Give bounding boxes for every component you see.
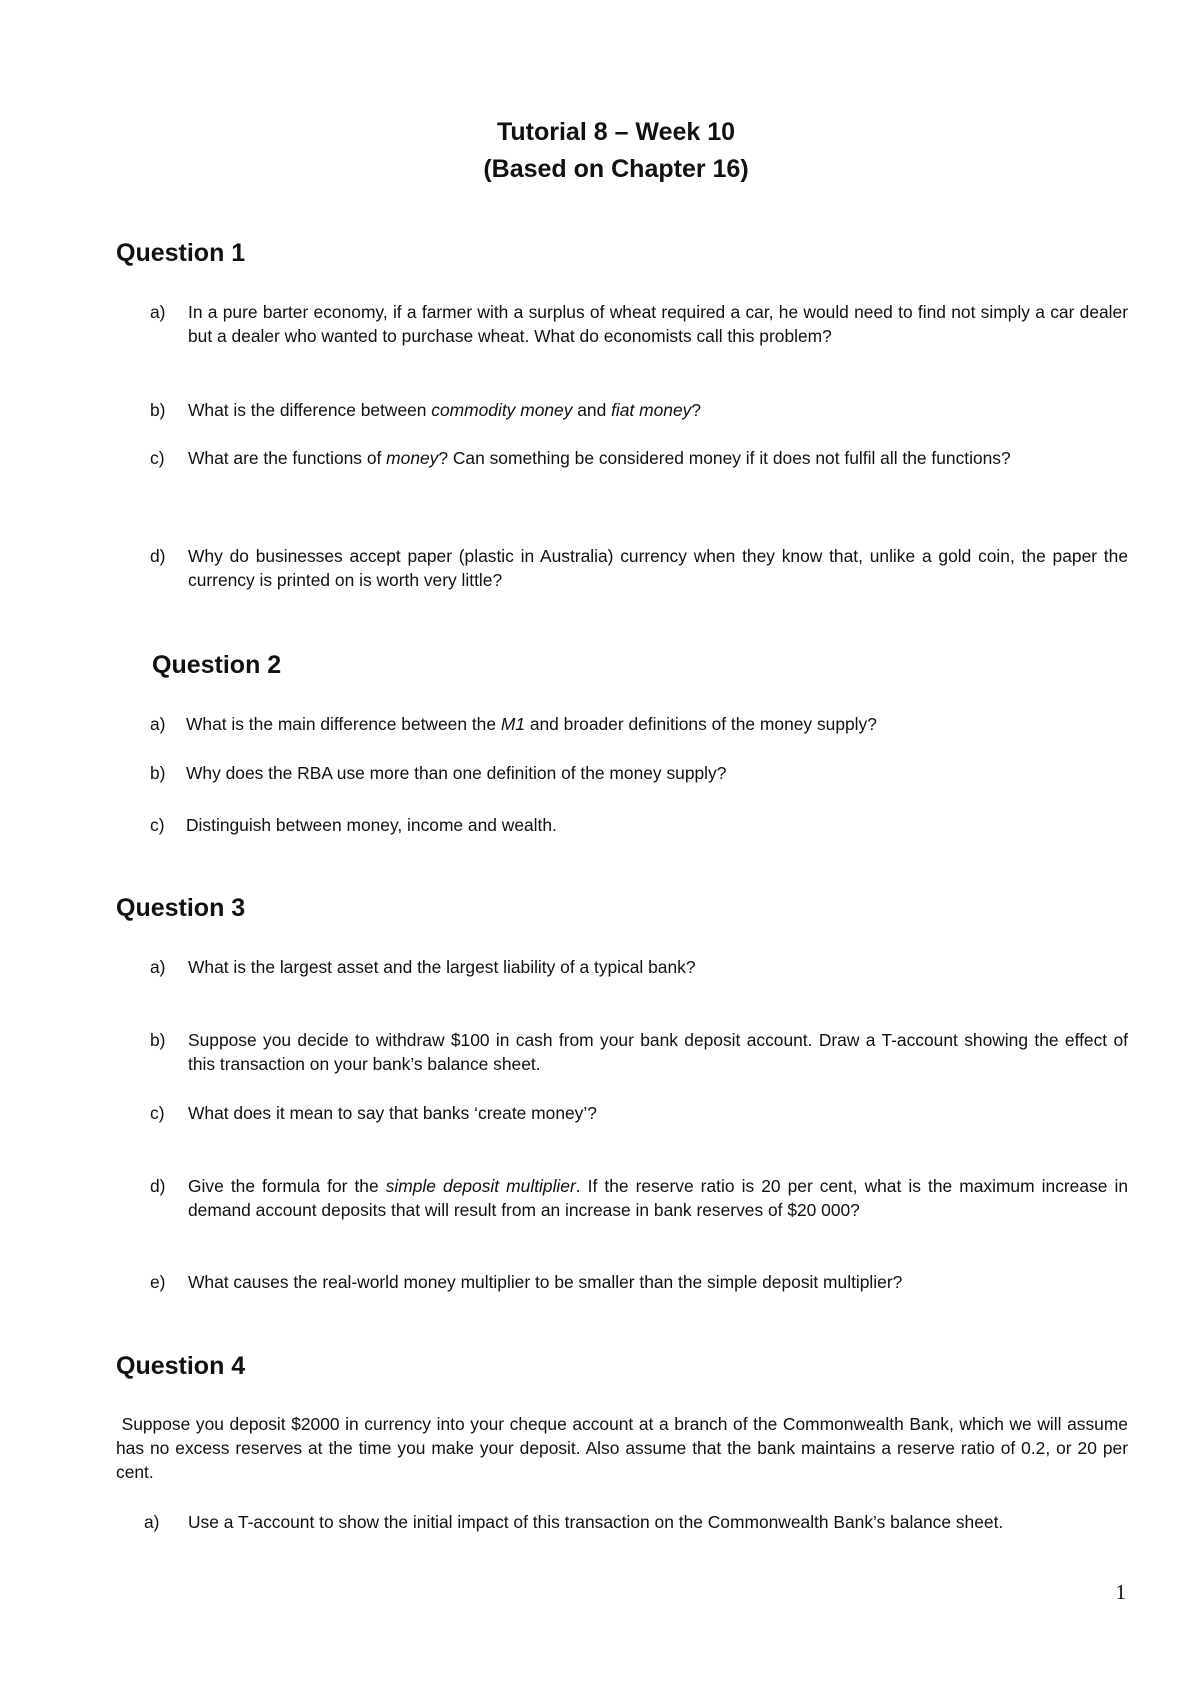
item-text: Distinguish between money, income and wealth.: [186, 815, 557, 835]
item-label: d): [150, 1176, 166, 1196]
item-text: Suppose you decide to withdraw $100 in cash from your bank deposit account. Draw a T-account showing the effect of this transaction on your bank’s balance sheet.: [188, 1030, 1128, 1074]
item-label: e): [150, 1272, 166, 1292]
item-text: In a pure barter economy, if a farmer with a surplus of wheat required a car, he would need to find not simply a car dealer but a dealer who wanted to purchase wheat. What do economists call this problem?: [188, 302, 1128, 346]
page-subtitle: (Based on Chapter 16): [483, 155, 749, 183]
item-label: a): [144, 1512, 160, 1532]
question-3d: [150, 1174, 1128, 1222]
item-text: Why does the RBA use more than one definition of the money supply?: [186, 763, 727, 783]
item-text: Give the formula for the simple deposit multiplier. If the reserve ratio is 20 per cent, what is the maximum increase in demand account deposits that will result from an increase in bank reserves of $20 000?: [188, 1176, 1128, 1220]
question-4a: [144, 1510, 1128, 1534]
question-4-heading: Question 4: [116, 1352, 246, 1380]
item-text: What is the largest asset and the largest liability of a typical bank?: [188, 957, 696, 977]
page-title: Tutorial 8 – Week 10: [496, 118, 736, 146]
item-label: d): [150, 546, 166, 566]
question-2b: [150, 761, 1128, 785]
question-1b: [150, 398, 1128, 422]
item-label: c): [150, 448, 165, 468]
question-3c: [150, 1101, 1128, 1125]
item-label: b): [150, 763, 166, 783]
question-1d: [150, 544, 1128, 592]
item-label: c): [150, 1103, 165, 1123]
question-2c: [150, 813, 1128, 837]
item-text: What are the functions of money? Can something be considered money if it does not fulfil all the functions?: [188, 448, 1011, 468]
item-label: a): [150, 302, 166, 322]
question-2a: [150, 712, 1128, 736]
item-label: c): [150, 815, 165, 835]
item-text: What is the main difference between the M1 and broader definitions of the money supply?: [186, 714, 877, 734]
item-label: b): [150, 400, 166, 420]
item-text: Why do businesses accept paper (plastic in Australia) currency when they know that, unlike a gold coin, the paper the currency is printed on is worth very little?: [188, 546, 1128, 590]
item-text: What causes the real-world money multiplier to be smaller than the simple deposit multiplier?: [188, 1272, 903, 1292]
question-3e: [150, 1270, 1128, 1294]
question-4-intro: Suppose you deposit $2000 in currency into your cheque account at a branch of the Commonwealth Bank, which we will assume has no excess reserves at the time you make your deposit. Also assume that the bank maintains a reserve ratio of 0.2, or 20 per cent.: [116, 1414, 1133, 1482]
question-3a: [150, 955, 1128, 979]
question-1a: [150, 300, 1128, 348]
question-2-heading: Question 2: [152, 651, 282, 679]
item-label: b): [150, 1030, 166, 1050]
item-label: a): [150, 957, 166, 977]
question-1c: [150, 446, 1128, 470]
question-3-heading: Question 3: [116, 894, 246, 922]
question-1-heading: Question 1: [116, 239, 246, 267]
item-text: What is the difference between commodity money and fiat money?: [188, 400, 701, 420]
question-3b: [150, 1028, 1128, 1076]
item-text: What does it mean to say that banks ‘create money’?: [188, 1103, 597, 1123]
page-number: 1: [1115, 1580, 1126, 1604]
item-label: a): [150, 714, 166, 734]
item-text: Use a T-account to show the initial impact of this transaction on the Commonwealth Bank’s balance sheet.: [188, 1512, 1004, 1532]
